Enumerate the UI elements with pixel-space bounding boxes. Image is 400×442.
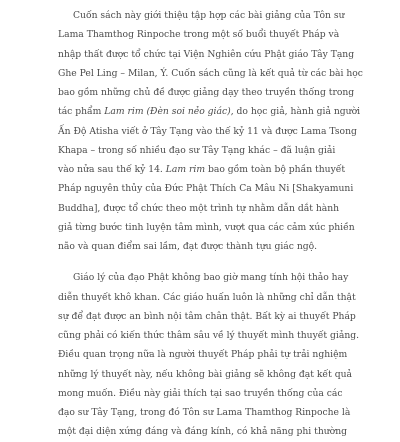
text-line — [58, 45, 358, 64]
paragraph-1 — [58, 6, 363, 256]
text-segment: đạo sư Tây Tạng, trong đó Tôn sư Lama Thamthog Rinpoche là — [58, 407, 351, 418]
text-line — [58, 345, 358, 364]
text-segment: nhập thất được tổ chức tại Viện Nghiên cứu Phật giáo Tây Tạng — [58, 48, 355, 60]
text-segment: Giáo lý của đạo Phật không bao giờ mang tính hội thảo hay — [73, 272, 349, 284]
text-segment: bao gồm toàn bộ phần thuyết — [205, 164, 346, 175]
text-segment: vào nửa sau thế kỷ 14. — [58, 164, 166, 175]
text-line — [58, 160, 358, 179]
text-line — [58, 199, 358, 218]
text-line — [58, 403, 358, 422]
text-segment: tác phẩm — [58, 106, 105, 118]
text-line — [58, 422, 358, 441]
text-segment: diễn thuyết khô khan. Các giáo huấn luôn là những chỉ dẫn thật — [58, 291, 356, 303]
text-line — [58, 179, 358, 198]
text-segment: một đại diện xứng đáng và đáng kính, có khả năng phi thường — [58, 426, 348, 438]
text-line — [58, 64, 363, 83]
text-segment: Lama Thamthog Rinpoche trong một số buổi thuyết Pháp và — [58, 29, 340, 41]
text-segment: bao gồm những chủ đề được giảng dạy theo truyền thống trong — [58, 87, 355, 98]
italic-title-text: Lam rim — [165, 164, 206, 175]
text-line — [58, 268, 358, 287]
text-segment: Ấn Độ Atisha viết ở Tây Tạng vào thế kỷ 11 và được Lama Tsong — [58, 125, 357, 137]
text-segment: giả từng bước tinh luyện tâm mình, vượt qua các cảm xúc phiền — [58, 221, 355, 233]
text-segment: những lý thuyết này, nếu không bài giảng sẽ không đạt kết quả — [58, 368, 352, 380]
paragraph-2 — [58, 268, 358, 441]
text-line — [58, 218, 358, 237]
document-page — [58, 6, 363, 438]
text-segment: sự để đạt được an bình nội tâm chân thật. Bất kỳ ai thuyết Pháp — [58, 310, 356, 322]
text-line — [58, 122, 358, 141]
text-line — [58, 25, 358, 44]
text-line — [58, 237, 358, 256]
text-line — [58, 365, 358, 384]
text-line — [58, 326, 358, 345]
text-segment: cũng phải có kiến thức thâm sâu về lý thuyết mình thuyết giảng. — [58, 330, 360, 341]
text-segment: Pháp nguyên thủy của Đức Phật Thích Ca Mâu Ni [Shakyamuni — [58, 183, 354, 195]
text-line — [58, 384, 358, 403]
text-line — [58, 83, 358, 102]
text-line — [58, 307, 358, 326]
text-line — [58, 288, 358, 307]
text-segment: , do học giả, hành giả người — [230, 106, 361, 118]
italic-title-text: Lam rim (Đèn soi nẻo giác) — [104, 106, 231, 118]
text-segment: Cuốn sách này giới thiệu tập hợp các bài giảng của Tôn sư — [73, 10, 345, 21]
text-line — [58, 141, 358, 160]
text-line — [58, 102, 361, 121]
text-segment: Điều quan trọng nữa là người thuyết Pháp phải tự trải nghiệm — [58, 349, 348, 361]
text-segment: mong muốn. Điều này giải thích tại sao truyền thống của các — [58, 387, 343, 399]
text-line — [58, 6, 358, 25]
text-segment: Khapa – trong số nhiều đạo sư Tây Tạng khác – đã luận giải — [58, 144, 336, 156]
text-segment: Ghe Pel Ling – Milan, Ý. Cuốn sách cũng là kết quả từ các bài học — [58, 67, 363, 79]
text-segment: Buddha], được tổ chức theo một trình tự nhằm dẫn dắt hành — [58, 202, 340, 214]
text-segment: não và quan điểm sai lầm, đạt được thành tựu giác ngộ. — [58, 241, 318, 252]
